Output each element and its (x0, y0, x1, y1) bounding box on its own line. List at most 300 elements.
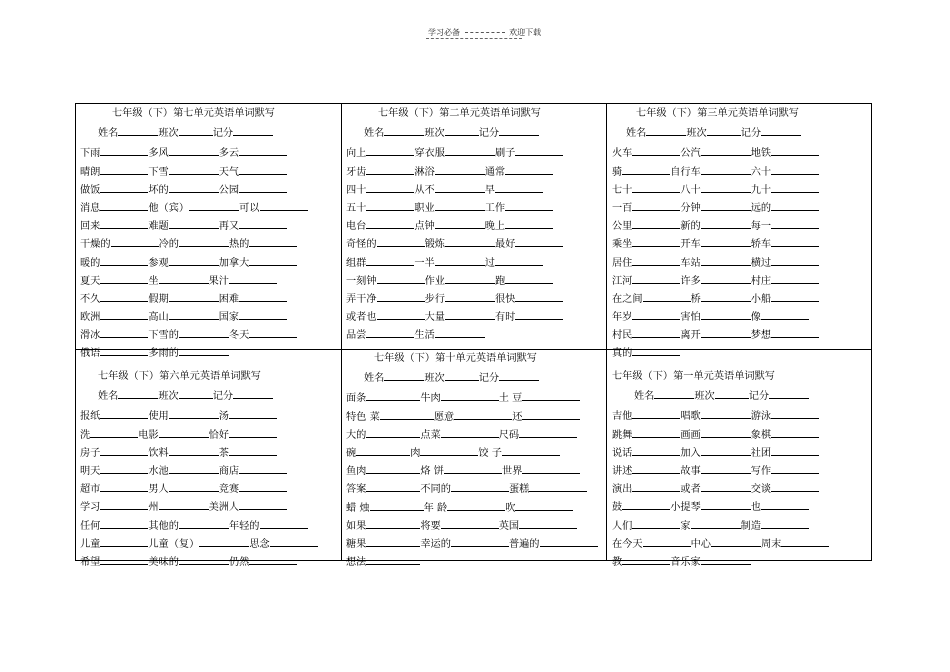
answer-blank[interactable] (522, 407, 580, 420)
vocab-prompt: 烙 饼 (420, 466, 444, 478)
answer-blank[interactable] (366, 143, 414, 156)
vocab-prompt: 愿意 (433, 411, 455, 423)
answer-blank[interactable] (199, 534, 249, 547)
meta-blank-name[interactable] (646, 123, 686, 136)
answer-blank[interactable] (366, 479, 420, 492)
answer-blank[interactable] (179, 325, 229, 338)
vocab-row (346, 289, 604, 307)
answer-blank[interactable] (632, 406, 680, 419)
answer-blank[interactable] (370, 498, 424, 511)
answer-blank[interactable] (771, 198, 819, 211)
vocab-row (612, 325, 870, 343)
answer-blank[interactable] (771, 425, 819, 438)
answer-blank[interactable] (100, 180, 148, 193)
vocab-prompt: 多风 (148, 148, 169, 160)
answer-blank[interactable] (179, 234, 229, 247)
answer-blank[interactable] (445, 289, 495, 302)
answer-blank[interactable] (632, 443, 680, 456)
answer-blank[interactable] (451, 534, 509, 547)
name-class-score-line (346, 123, 604, 143)
answer-blank[interactable] (100, 143, 148, 156)
answer-blank[interactable] (701, 497, 751, 510)
vocab-prompt: 干燥的 (80, 239, 111, 251)
answer-blank[interactable] (435, 253, 485, 266)
answer-blank[interactable] (111, 234, 159, 247)
vocab-prompt: 尺码 (498, 429, 520, 441)
vocab-prompt: 跑 (494, 275, 506, 287)
answer-blank[interactable] (701, 180, 751, 193)
answer-blank[interactable] (377, 271, 425, 284)
answer-blank[interactable] (169, 461, 219, 474)
vocab-row (346, 516, 604, 534)
answer-blank[interactable] (632, 479, 680, 492)
answer-blank[interactable] (445, 234, 495, 247)
answer-blank[interactable] (435, 325, 485, 338)
answer-blank[interactable] (505, 162, 553, 175)
vocab-row (346, 307, 604, 325)
answer-blank[interactable] (632, 425, 680, 438)
vocab-row (612, 307, 870, 325)
answer-blank[interactable] (100, 443, 148, 456)
answer-blank[interactable] (781, 534, 829, 547)
meta-label-class: 班次 (694, 391, 715, 403)
vocab-row (612, 162, 870, 180)
meta-blank-name[interactable] (384, 368, 424, 381)
answer-blank[interactable] (771, 143, 819, 156)
vocab-row (612, 198, 870, 216)
answer-blank[interactable] (435, 198, 485, 211)
answer-blank[interactable] (771, 162, 819, 175)
vocab-prompt: 穿衣服 (414, 148, 445, 160)
answer-blank[interactable] (441, 516, 499, 529)
answer-blank[interactable] (435, 180, 485, 193)
meta-label-class: 班次 (424, 373, 445, 385)
answer-blank[interactable] (622, 162, 670, 175)
answer-blank[interactable] (100, 253, 148, 266)
vocab-row (346, 162, 604, 180)
meta-blank-score[interactable] (769, 386, 809, 399)
vocab-row (612, 271, 870, 289)
answer-blank[interactable] (691, 516, 741, 529)
column-divider (606, 104, 607, 560)
vocab-prompt: 坏的 (148, 184, 169, 196)
meta-label-class: 班次 (158, 128, 179, 140)
vocab-prompt: 坐 (148, 275, 159, 287)
answer-blank[interactable] (356, 443, 410, 456)
answer-blank[interactable] (761, 307, 809, 320)
answer-blank[interactable] (771, 216, 819, 229)
answer-blank[interactable] (701, 289, 751, 302)
header-rule (426, 38, 522, 39)
vocab-prompt: 教 (612, 556, 623, 568)
vocab-prompt: 普遍的 (508, 538, 540, 550)
answer-blank[interactable] (366, 180, 414, 193)
answer-blank[interactable] (100, 406, 148, 419)
answer-blank[interactable] (229, 425, 277, 438)
answer-blank[interactable] (435, 216, 485, 229)
answer-blank[interactable] (441, 425, 499, 438)
answer-blank[interactable] (239, 461, 287, 474)
vocab-prompt: 可以 (239, 202, 260, 214)
vocab-prompt: 讲述 (612, 465, 633, 477)
section-title: 七年级（下）第七单元英语单词默写 (112, 108, 275, 119)
answer-blank[interactable] (100, 198, 148, 211)
answer-blank[interactable] (249, 325, 297, 338)
vocab-prompt: 假期 (148, 293, 169, 305)
answer-blank[interactable] (444, 461, 502, 474)
meta-blank-class[interactable] (707, 123, 741, 136)
meta-blank-name[interactable] (118, 123, 158, 136)
vocab-prompt: 早 (484, 184, 495, 196)
vocab-row (80, 253, 338, 271)
vocab-prompt: 使用 (148, 411, 169, 423)
vocab-row (80, 325, 338, 343)
answer-blank[interactable] (515, 143, 563, 156)
vocab-prompt: 锻炼 (424, 239, 445, 251)
vocab-prompt: 希望 (80, 556, 101, 568)
answer-blank[interactable] (249, 552, 297, 565)
vocab-prompt: 公里 (612, 221, 633, 233)
answer-blank[interactable] (179, 552, 229, 565)
answer-blank[interactable] (505, 216, 553, 229)
answer-blank[interactable] (632, 343, 680, 356)
answer-blank[interactable] (505, 198, 553, 211)
answer-blank[interactable] (239, 289, 287, 302)
vocab-prompt: 轿车 (750, 239, 772, 251)
answer-blank[interactable] (495, 180, 543, 193)
vocab-prompt: 儿童（复） (148, 538, 200, 550)
vocab-row (80, 307, 338, 325)
meta-blank-class[interactable] (445, 123, 479, 136)
answer-blank[interactable] (249, 234, 297, 247)
answer-blank[interactable] (540, 534, 598, 547)
answer-blank[interactable] (632, 325, 680, 338)
vocab-prompt: 交谈 (750, 484, 772, 496)
answer-blank[interactable] (260, 516, 308, 529)
answer-blank[interactable] (632, 253, 680, 266)
answer-blank[interactable] (366, 162, 414, 175)
answer-blank[interactable] (100, 343, 148, 356)
answer-blank[interactable] (100, 534, 148, 547)
answer-blank[interactable] (239, 180, 287, 193)
vocab-prompt: 五十 (346, 202, 367, 214)
answer-blank[interactable] (502, 443, 560, 456)
meta-blank-score[interactable] (499, 368, 539, 381)
answer-blank[interactable] (643, 289, 691, 302)
answer-blank[interactable] (515, 234, 563, 247)
vocab-prompt: 九十 (750, 184, 772, 196)
answer-blank[interactable] (701, 325, 751, 338)
answer-blank[interactable] (632, 271, 680, 284)
answer-blank[interactable] (701, 198, 751, 211)
vocab-prompt: 蜡 烛 (346, 502, 370, 514)
answer-blank[interactable] (100, 461, 148, 474)
vocab-row (612, 143, 870, 161)
vocab-prompt: 晴朗 (80, 166, 101, 178)
name-class-score-line (80, 386, 338, 406)
vocab-row (346, 180, 604, 198)
vocab-prompt: 世界 (502, 466, 523, 478)
vocab-prompt: 地铁 (750, 148, 772, 160)
vocab-prompt: 俄语 (80, 348, 101, 360)
answer-blank[interactable] (366, 425, 420, 438)
answer-blank[interactable] (632, 143, 680, 156)
meta-blank-class[interactable] (179, 123, 213, 136)
answer-blank[interactable] (169, 406, 219, 419)
vocab-prompt: 困难 (218, 293, 240, 305)
column-divider (341, 104, 342, 560)
answer-blank[interactable] (701, 461, 751, 474)
answer-blank[interactable] (366, 516, 420, 529)
answer-blank[interactable] (515, 498, 573, 511)
answer-blank[interactable] (771, 479, 819, 492)
answer-blank[interactable] (701, 552, 751, 565)
meta-blank-name[interactable] (118, 386, 158, 399)
vocab-prompt: 一百 (612, 202, 633, 214)
answer-blank[interactable] (701, 479, 751, 492)
answer-blank[interactable] (169, 479, 219, 492)
vocab-prompt: 牛肉 (420, 393, 441, 405)
vocab-prompt: 如果 (346, 520, 367, 532)
answer-blank[interactable] (169, 216, 219, 229)
answer-blank[interactable] (701, 425, 751, 438)
answer-blank[interactable] (632, 516, 680, 529)
answer-blank[interactable] (447, 498, 505, 511)
meta-label-class: 班次 (158, 391, 179, 403)
name-class-score-line (612, 123, 870, 143)
answer-blank[interactable] (529, 479, 587, 492)
answer-blank[interactable] (179, 516, 229, 529)
answer-blank[interactable] (701, 443, 751, 456)
answer-blank[interactable] (771, 325, 819, 338)
answer-blank[interactable] (515, 289, 563, 302)
vocab-prompt: 儿童 (80, 538, 101, 550)
answer-blank[interactable] (377, 234, 425, 247)
vocab-row (346, 216, 604, 234)
answer-blank[interactable] (701, 162, 751, 175)
vocab-prompt: 特色 菜 (346, 411, 380, 423)
answer-blank[interactable] (366, 388, 420, 401)
answer-blank[interactable] (701, 307, 751, 320)
answer-blank[interactable] (169, 162, 219, 175)
vocab-prompt: 天气 (218, 166, 240, 178)
answer-blank[interactable] (366, 253, 414, 266)
answer-blank[interactable] (445, 271, 495, 284)
vocab-row (612, 180, 870, 198)
answer-blank[interactable] (701, 271, 751, 284)
answer-blank[interactable] (632, 180, 680, 193)
vocab-row (612, 425, 870, 443)
answer-blank[interactable] (632, 307, 680, 320)
vocab-prompt: 晚上 (484, 221, 506, 233)
answer-blank[interactable] (100, 216, 148, 229)
answer-blank[interactable] (366, 534, 420, 547)
answer-blank[interactable] (229, 406, 277, 419)
answer-blank[interactable] (435, 162, 485, 175)
answer-blank[interactable] (366, 552, 420, 565)
answer-blank[interactable] (100, 516, 148, 529)
answer-blank[interactable] (522, 388, 580, 401)
answer-blank[interactable] (771, 271, 819, 284)
answer-blank[interactable] (100, 289, 148, 302)
answer-blank[interactable] (515, 307, 563, 320)
answer-blank[interactable] (771, 443, 819, 456)
answer-blank[interactable] (377, 307, 425, 320)
answer-blank[interactable] (519, 425, 577, 438)
answer-blank[interactable] (771, 180, 819, 193)
answer-blank[interactable] (249, 253, 297, 266)
answer-blank[interactable] (495, 253, 543, 266)
answer-blank[interactable] (100, 479, 148, 492)
answer-blank[interactable] (100, 552, 148, 565)
vocab-prompt: 江河 (612, 275, 633, 287)
answer-blank[interactable] (100, 271, 148, 284)
vocab-prompt: 明天 (80, 465, 101, 477)
answer-blank[interactable] (711, 534, 761, 547)
answer-blank[interactable] (632, 234, 680, 247)
answer-blank[interactable] (169, 143, 219, 156)
meta-blank-score[interactable] (233, 386, 273, 399)
answer-blank[interactable] (454, 407, 512, 420)
answer-blank[interactable] (179, 343, 229, 356)
vocab-prompt: 通常 (484, 166, 506, 178)
meta-blank-class[interactable] (715, 386, 749, 399)
answer-blank[interactable] (90, 425, 138, 438)
meta-blank-class[interactable] (445, 368, 479, 381)
answer-blank[interactable] (100, 325, 148, 338)
answer-blank[interactable] (622, 552, 670, 565)
answer-blank[interactable] (239, 479, 287, 492)
meta-blank-name[interactable] (654, 386, 694, 399)
answer-blank[interactable] (229, 443, 277, 456)
answer-blank[interactable] (519, 516, 577, 529)
answer-blank[interactable] (239, 307, 287, 320)
vocab-prompt: 饺 子 (478, 447, 502, 459)
answer-blank[interactable] (451, 479, 509, 492)
answer-blank[interactable] (169, 307, 219, 320)
answer-blank[interactable] (420, 443, 478, 456)
answer-blank[interactable] (159, 425, 209, 438)
answer-blank[interactable] (771, 253, 819, 266)
answer-blank[interactable] (100, 307, 148, 320)
vocab-prompt: 弄干净 (346, 293, 377, 305)
answer-blank[interactable] (366, 325, 414, 338)
answer-blank[interactable] (445, 307, 495, 320)
answer-blank[interactable] (169, 180, 219, 193)
vocab-prompt: 七十 (612, 184, 633, 196)
vocab-prompt: 有时 (494, 312, 516, 324)
answer-blank[interactable] (522, 461, 580, 474)
vocab-prompt: 吹 (505, 502, 516, 514)
answer-blank[interactable] (701, 253, 751, 266)
vocab-prompt: 高山 (148, 312, 169, 324)
answer-blank[interactable] (771, 289, 819, 302)
answer-blank[interactable] (229, 271, 277, 284)
vocab-prompt: 回来 (80, 221, 101, 233)
answer-blank[interactable] (377, 289, 425, 302)
meta-blank-score[interactable] (761, 123, 801, 136)
meta-label-class: 班次 (686, 128, 707, 140)
answer-blank[interactable] (643, 534, 691, 547)
answer-blank[interactable] (169, 289, 219, 302)
answer-blank[interactable] (239, 497, 287, 510)
answer-blank[interactable] (169, 253, 219, 266)
answer-blank[interactable] (239, 162, 287, 175)
answer-blank[interactable] (771, 234, 819, 247)
answer-blank[interactable] (100, 162, 148, 175)
section-2 (346, 105, 604, 343)
vocab-prompt: 社团 (750, 447, 772, 459)
vocab-row (612, 289, 870, 307)
answer-blank[interactable] (169, 443, 219, 456)
meta-blank-score[interactable] (233, 123, 273, 136)
answer-blank[interactable] (239, 143, 287, 156)
answer-blank[interactable] (270, 534, 318, 547)
vocab-row (80, 461, 338, 479)
answer-blank[interactable] (771, 461, 819, 474)
vocab-prompt: 开车 (680, 239, 701, 251)
answer-blank[interactable] (239, 216, 287, 229)
vocab-prompt: 每一 (750, 221, 772, 233)
answer-blank[interactable] (761, 516, 809, 529)
meta-blank-class[interactable] (179, 386, 213, 399)
vocab-prompt: 面条 (346, 393, 367, 405)
answer-blank[interactable] (159, 271, 209, 284)
answer-blank[interactable] (159, 497, 209, 510)
vocab-row (612, 497, 870, 515)
section-title: 七年级（下）第三单元英语单词默写 (636, 108, 799, 119)
answer-blank[interactable] (632, 198, 680, 211)
vocab-prompt: 滑冰 (80, 330, 101, 342)
answer-blank[interactable] (771, 406, 819, 419)
answer-blank[interactable] (505, 271, 553, 284)
answer-blank[interactable] (366, 216, 414, 229)
vocab-prompt: 生活 (414, 330, 435, 342)
vocab-prompt: 游泳 (750, 411, 772, 423)
answer-blank[interactable] (701, 234, 751, 247)
vocab-prompt: 糖果 (346, 538, 367, 550)
answer-blank[interactable] (260, 198, 308, 211)
answer-blank[interactable] (441, 388, 499, 401)
vocab-row (346, 425, 604, 443)
answer-blank[interactable] (366, 461, 420, 474)
answer-blank[interactable] (445, 143, 495, 156)
answer-blank[interactable] (632, 461, 680, 474)
answer-blank[interactable] (701, 143, 751, 156)
vocab-prompt: 步行 (424, 293, 445, 305)
answer-blank[interactable] (380, 407, 434, 420)
meta-blank-name[interactable] (384, 123, 424, 136)
vocab-row (80, 216, 338, 234)
answer-blank[interactable] (100, 497, 148, 510)
answer-blank[interactable] (366, 198, 414, 211)
vocab-row (612, 516, 870, 534)
vocab-row (612, 343, 870, 361)
answer-blank[interactable] (761, 497, 809, 510)
answer-blank[interactable] (701, 216, 751, 229)
answer-blank[interactable] (701, 406, 751, 419)
answer-blank[interactable] (189, 198, 239, 211)
vocab-prompt: 房子 (80, 447, 101, 459)
vocab-prompt: 也 (750, 502, 761, 514)
answer-blank[interactable] (622, 497, 670, 510)
vocab-prompt: 最好 (494, 239, 516, 251)
answer-blank[interactable] (632, 216, 680, 229)
vocab-prompt: 其他的 (148, 520, 179, 532)
vocab-prompt: 火车 (612, 148, 633, 160)
meta-blank-score[interactable] (499, 123, 539, 136)
vocab-prompt: 公汽 (680, 148, 701, 160)
